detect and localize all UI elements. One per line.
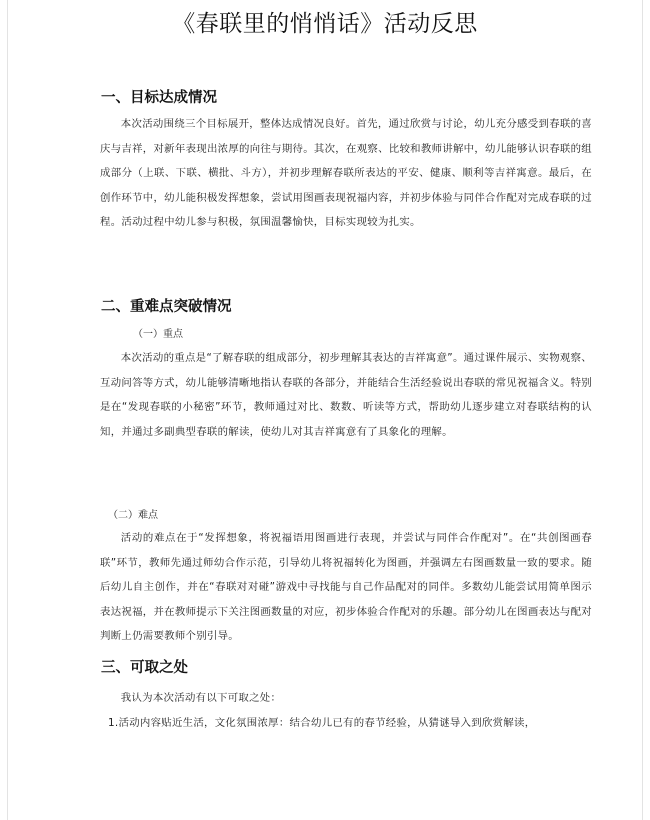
document-page [7, 0, 643, 820]
section-heading-merits: 三、可取之处 [101, 660, 188, 676]
subsection-heading-difficulty: （二）难点 [108, 510, 158, 521]
section-heading-goals: 一、目标达成情况 [101, 90, 217, 106]
section-paragraph-goals: 本次活动围绕三个目标展开，整体达成情况良好。首先，通过欣赏与讨论，幼儿充分感受到春联的喜庆与吉祥，对新年表现出浓厚的向往与期待。其次，在观察、比较和教师讲解中，幼儿能够认识春联的组成部分（上联、下联、横批、斗方），并初步理解春联所表达的平安、健康、顺利等吉祥寓意。最后，在创作环节中，幼儿能积极发挥想象，尝试用图画表现祝福内容，并初步体验与同伴合作配对完成春联的过程。活动过程中幼儿参与积极，氛围温馨愉快，目标实现较为扎实。 [100, 118, 592, 228]
section-heading-key-points: 二、重难点突破情况 [101, 299, 232, 315]
section-intro-merits: 我认为本次活动有以下可取之处： [120, 692, 282, 704]
merit-point-1: 1.活动内容贴近生活，文化氛围浓厚：结合幼儿已有的春节经验，从猜谜导入到欣赏解读， [108, 717, 536, 729]
subsection-paragraph-focus: 本次活动的重点是“了解春联的组成部分，初步理解其表达的吉祥寓意”。通过课件展示、实物观察、互动问答等方式，幼儿能够清晰地指认春联的各部分，并能结合生活经验说出春联的常见祝福含义。特别是在“发现春联的小秘密”环节，教师通过对比、数数、听读等方式，帮助幼儿逐步建立对春联结构的认知，并通过多副典型春联的解读，使幼儿对其吉祥寓意有了具象化的理解。 [100, 352, 592, 438]
subsection-heading-focus: （一）重点 [133, 329, 183, 340]
subsection-paragraph-difficulty: 活动的难点在于“发挥想象，将祝福语用图画进行表现，并尝试与同伴合作配对”。在“共创图画春联”环节，教师先通过师幼合作示范，引导幼儿将祝福转化为图画，并强调左右图画数量一致的要求。随后幼儿自主创作，并在“春联对对碰”游戏中寻找能与自己作品配对的同伴。多数幼儿能尝试用简单图示表达祝福，并在教师提示下关注图画数量的对应，初步体验合作配对的乐趣。部分幼儿在图画表达与配对判断上仍需要教师个别引导。 [100, 532, 592, 642]
document-title: 《春联里的悄悄话》活动反思 [172, 11, 478, 37]
